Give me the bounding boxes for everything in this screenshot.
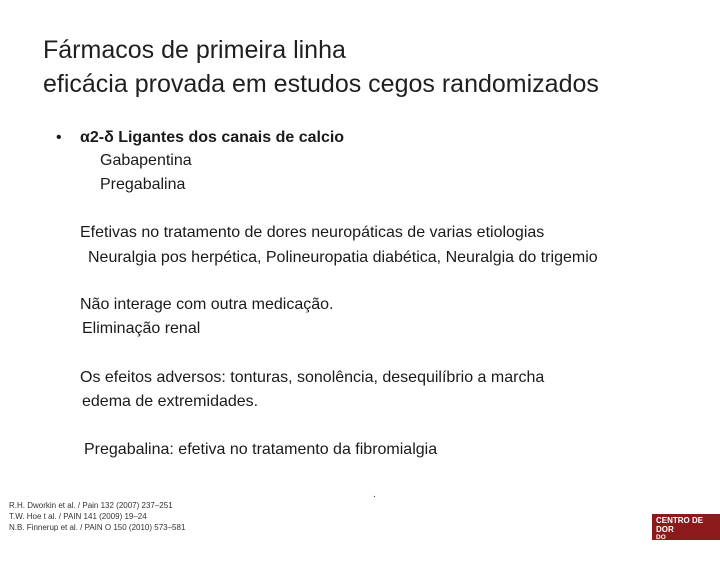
slide-title <box>43 33 703 101</box>
stray-dot: . <box>373 489 376 500</box>
drug-gabapentina: Gabapentina <box>100 152 192 169</box>
title-line-2: eficácia provada em estudos cegos randomizados <box>43 70 599 98</box>
paragraph-eliminacao: Eliminação renal <box>82 320 201 337</box>
bullet-heading-row <box>56 127 344 149</box>
bullet-heading: α2-δ Ligantes dos canais de calcio <box>80 129 345 146</box>
bullet-marker: • <box>56 129 62 146</box>
logo-line-2: DO DEPARTAMENTO DE <box>656 534 710 556</box>
centro-de-dor-logo <box>652 514 720 571</box>
paragraph-neuralgias: Neuralgia pos herpética, Polineuropatia diabética, Neuralgia do trigemio <box>88 249 598 266</box>
paragraph-efetivas: Efetivas no tratamento de dores neuropáticas de varias etiologias <box>80 224 545 241</box>
paragraph-efeitos-1: Os efeitos adversos: tonturas, sonolência, desequilíbrio a marcha <box>80 369 545 386</box>
drug-pregabalina: Pregabalina <box>100 176 186 193</box>
title-line-1: Fármacos de primeira linha <box>43 36 346 64</box>
reference-1: R.H. Dworkin et al. / Pain 132 (2007) 237–251 <box>9 501 173 510</box>
references <box>9 500 185 533</box>
reference-2: T.W. Hoe t al. / PAIN 141 (2009) 19–24 <box>9 512 147 521</box>
paragraph-efeitos-2: edema de extremidades. <box>82 393 259 410</box>
logo-line-1: CENTRO DE DOR <box>656 516 704 534</box>
reference-3: N.B. Finnerup et al. / PAIN O 150 (2010) 573–581 <box>9 523 186 532</box>
paragraph-pregabalina: Pregabalina: efetiva no tratamento da fibromialgia <box>84 441 438 458</box>
logo-line-3: NEUROLOGIA DA FMUSP <box>656 556 711 571</box>
paragraph-interage: Não interage com outra medicação. <box>80 296 334 313</box>
